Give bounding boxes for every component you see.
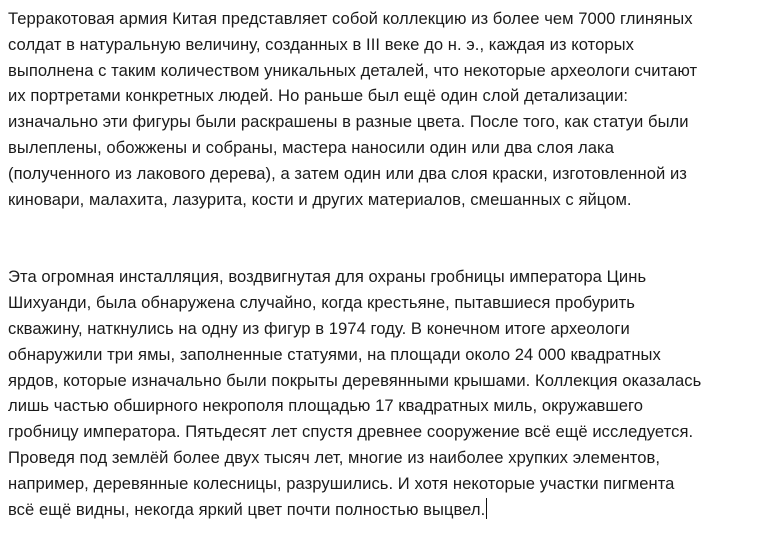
text-document[interactable]	[8, 6, 760, 522]
text-line: киновари, малахита, лазурита, кости и других материалов, смешанных с яйцом.	[8, 189, 632, 209]
text-line: ярдов, которые изначально были покрыты деревянными крышами. Коллекция оказалась	[8, 370, 702, 390]
text-line: например, деревянные колесницы, разрушились. И хотя некоторые участки пигмента	[8, 473, 675, 493]
paragraph-1	[8, 6, 760, 212]
text-cursor	[486, 498, 487, 519]
text-line: обнаружили три ямы, заполненные статуями, на площади около 24 000 квадратных	[8, 344, 661, 364]
text-line-content: всё ещё видны, некогда яркий цвет почти полностью выцвел.	[8, 499, 486, 519]
text-line: Шихуанди, была обнаружена случайно, когда крестьяне, пытавшиеся пробурить	[8, 293, 635, 313]
text-line: их портретами конкретных людей. Но раньше был ещё один слой детализации:	[8, 86, 629, 106]
text-line: лишь частью обширного некрополя площадью 17 квадратных миль, окружавшего	[8, 396, 644, 416]
text-line: скважину, наткнулись на одну из фигур в 1974 году. В конечном итоге археологи	[8, 318, 630, 338]
text-line: Проведя под землёй более двух тысяч лет, многие из наиболее хрупких элементов,	[8, 447, 661, 467]
paragraph-2	[8, 264, 760, 522]
last-text-line	[8, 497, 760, 523]
text-line: изначально эти фигуры были раскрашены в разные цвета. После того, как статуи были	[8, 112, 689, 132]
text-line: Эта огромная инсталляция, воздвигнутая для охраны гробницы императора Цинь	[8, 267, 647, 287]
text-line: солдат в натуральную величину, созданных в III веке до н. э., каждая из которых	[8, 34, 634, 54]
text-line: Терракотовая армия Китая представляет собой коллекцию из более чем 7000 глиняных	[8, 9, 693, 28]
text-line: (полученного из лакового дерева), а затем один или два слоя краски, изготовленной из	[8, 163, 687, 183]
text-line: вылеплены, обожжены и собраны, мастера наносили один или два слоя лака	[8, 137, 615, 157]
text-line: гробницу императора. Пятьдесят лет спустя древнее сооружение всё ещё исследуется.	[8, 422, 694, 442]
text-line: выполнена с таким количеством уникальных деталей, что некоторые археологи считают	[8, 60, 698, 80]
